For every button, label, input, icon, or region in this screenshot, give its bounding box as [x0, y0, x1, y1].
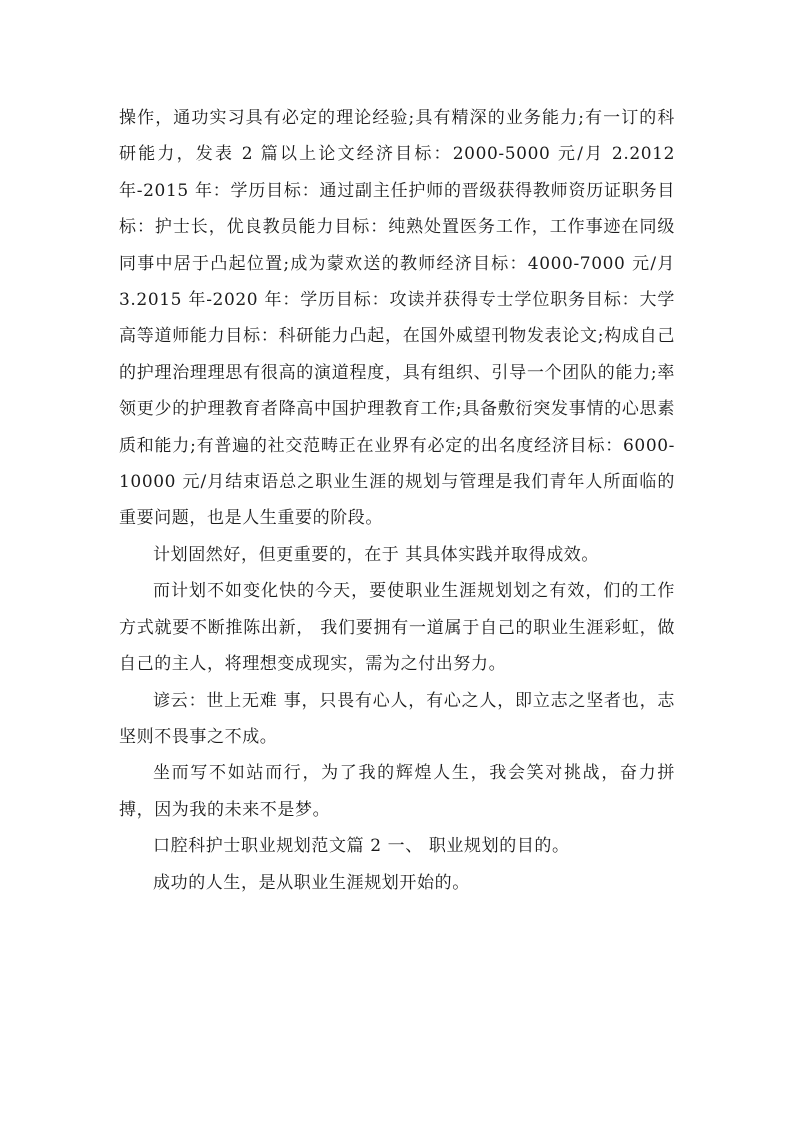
paragraph-career-goals: 操作，通功实习具有必定的理论经验;具有精深的业务能力;有一订的科研能力，发表 2 篇以上论文经济目标：2000-5000 元/月 2.2012 年-2015 年：学历目标：通过副主任护师的晋级获得教师资历证职务目标：护士长，优良教员能力目标：纯熟处置医务工作，工作事迹在同级同事中居于凸起位置;成为蒙欢送的教师经济目标：4000-7000 元/月 3.2015 年-2020 年：学历目标：攻读并获得专士学位职务目标：大学高等道师能力目标：科研能力凸起，在国外威望刊物发表论文;构成自己的护理治理理思有很高的演道程度，具有组织、引导一个团队的能力;率领更少的护理教育者降高中国护理教育工作;具备敷衍突发事情的心思素质和能力;有普遍的社交范畴正在业界有必定的出名度经济目标：6000-10000 元/月结束语总之职业生涯的规划与管理是我们青年人所面临的重要问题，也是人生重要的阶段。 [119, 108, 675, 529]
paragraph-action: 坐而写不如站而行，为了我的辉煌人生，我会笑对挑战，奋力拼搏，因为我的未来不是梦。 [119, 763, 675, 820]
paragraph-plan-practice: 计划固然好，但更重要的，在于 其具体实践并取得成效。 [153, 544, 600, 565]
paragraph-success: 成功的人生，是从职业生涯规划开始的。 [153, 872, 470, 893]
paragraph-proverb: 谚云：世上无难 事，只畏有心人，有心之人，即立志之坚者也，志坚则不畏事之不成。 [119, 690, 675, 747]
paragraph-section-heading: 口腔科护士职业规划范文篇 2 一、 职业规划的目的。 [153, 836, 570, 857]
paragraph-innovation: 而计划不如变化快的今天，要使职业生涯规划划之有效，们的工作方式就要不断推陈出新， 我们要拥有一道属于自己的职业生涯彩虹，做自己的主人，将理想变成现实，需为之付出努力。 [119, 581, 675, 675]
document-body [119, 100, 675, 901]
